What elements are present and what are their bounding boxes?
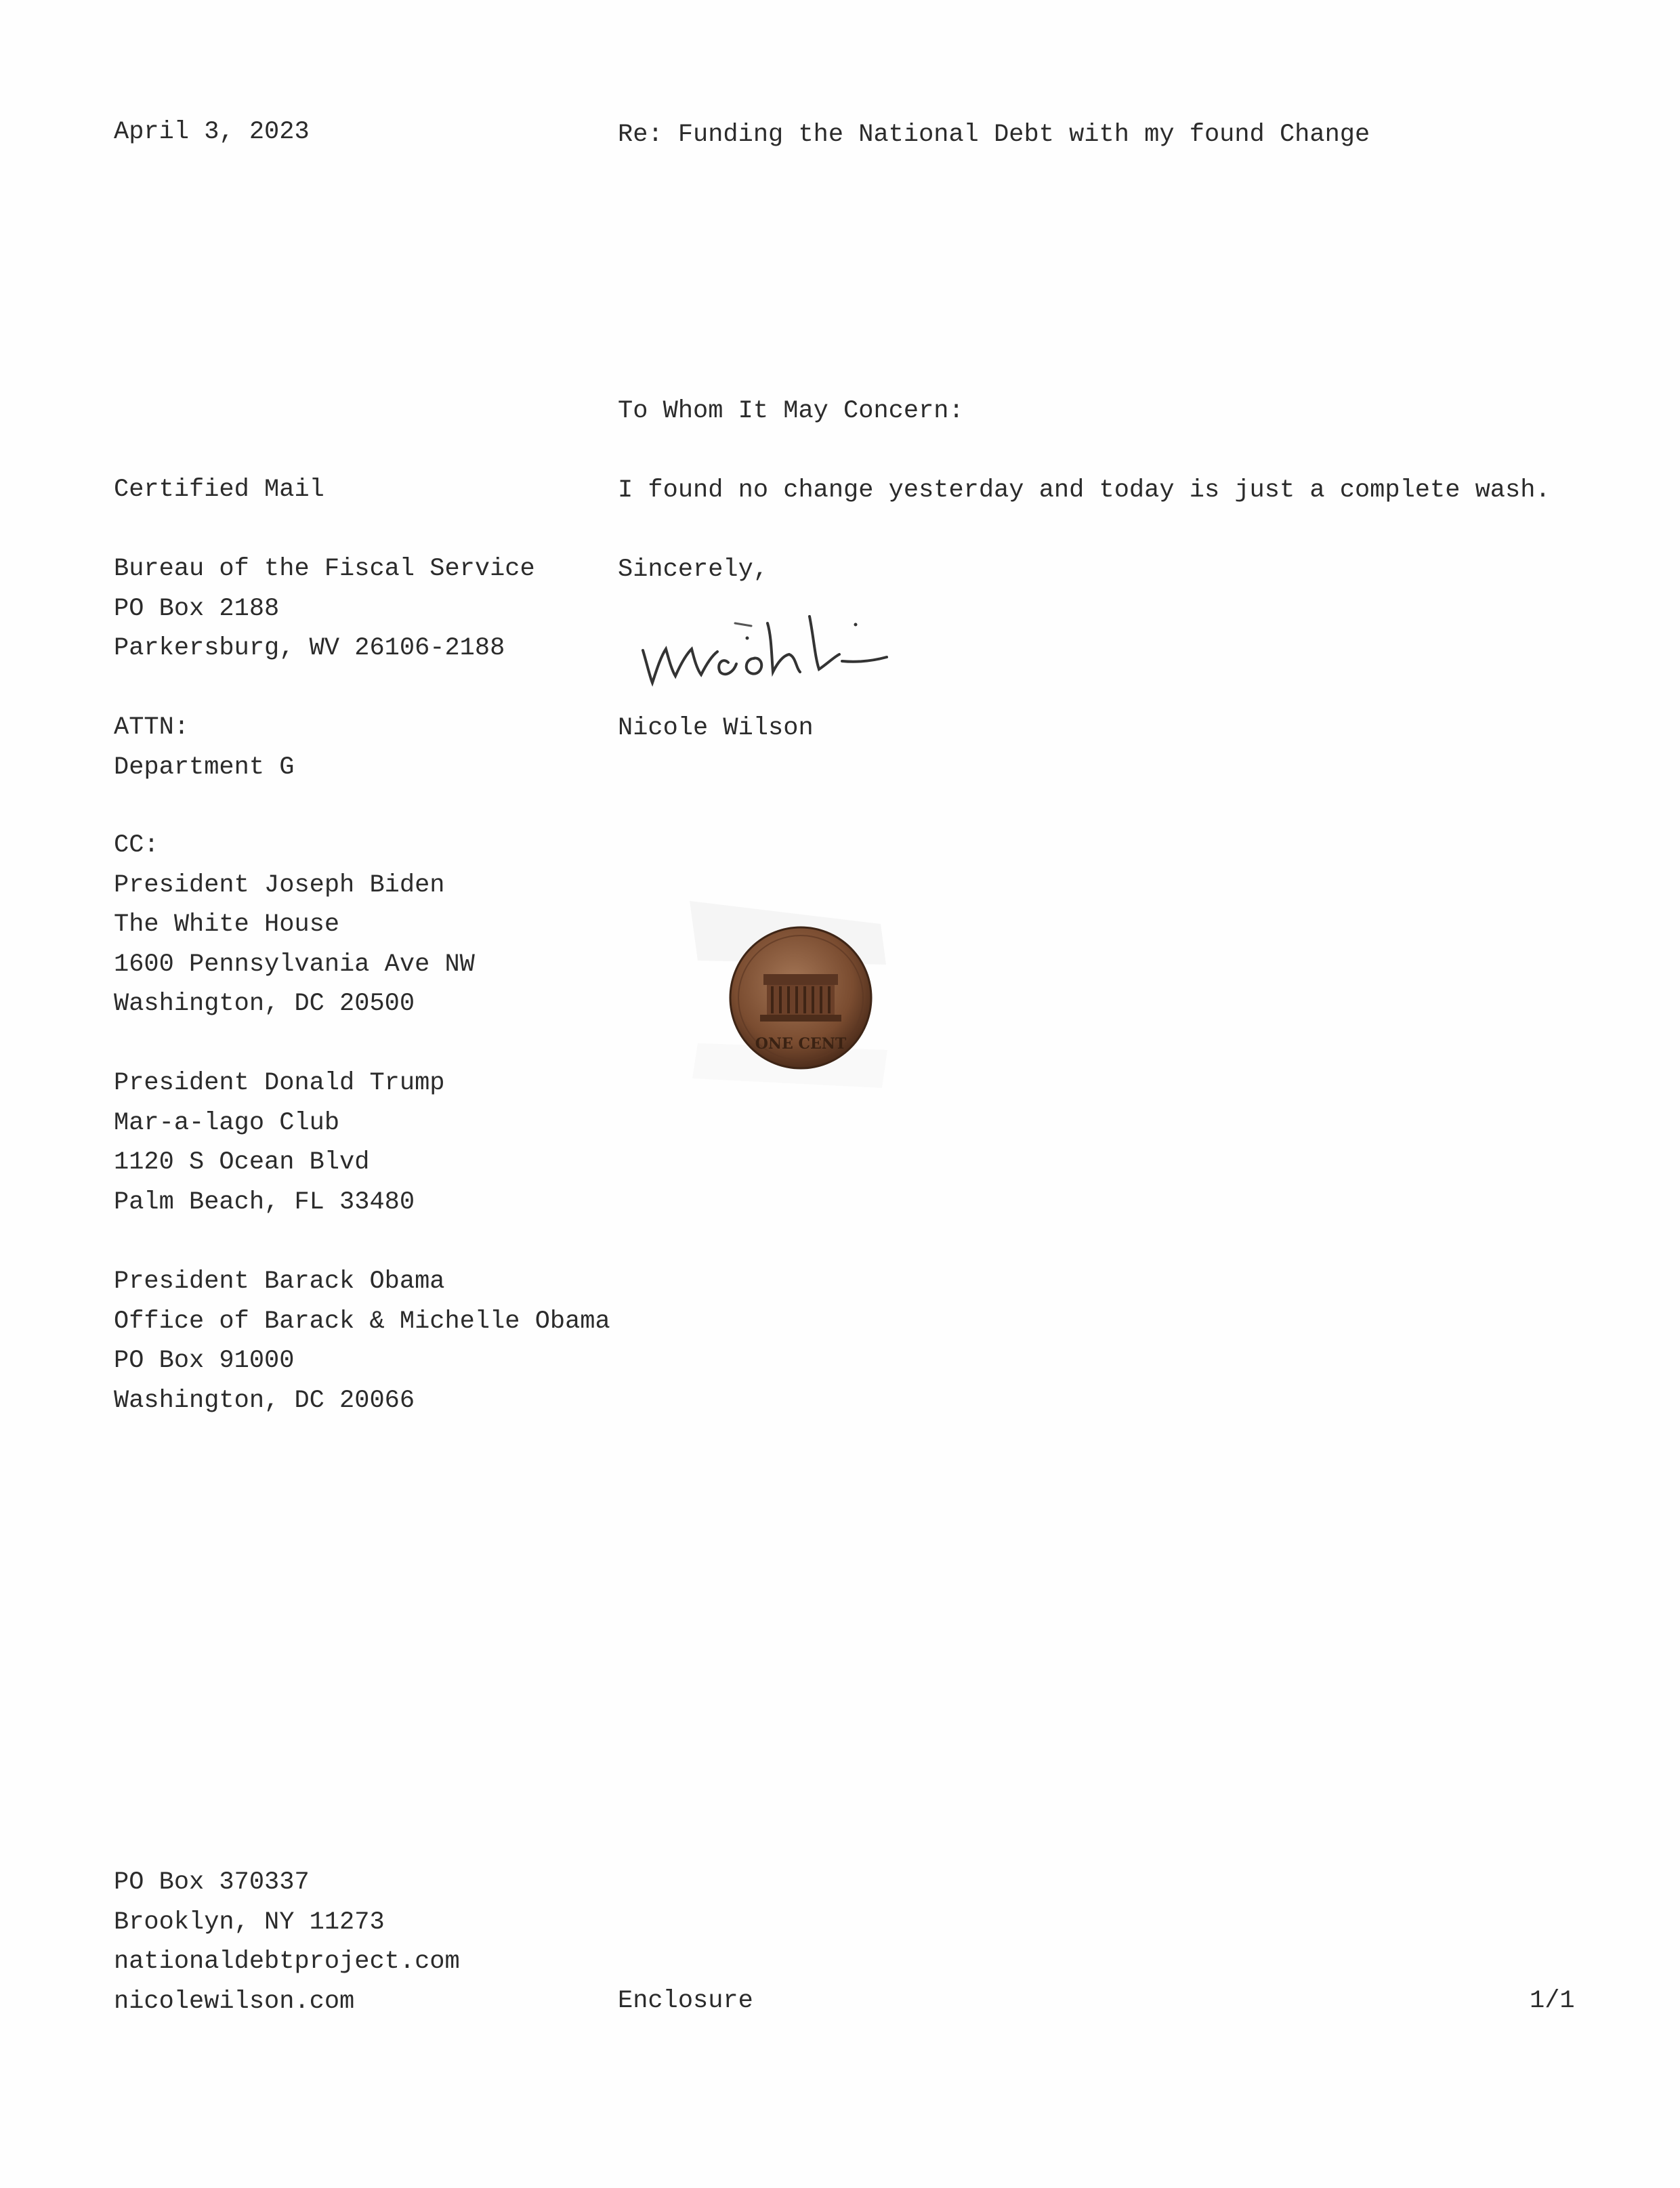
- cc-address-line: Office of Barack & Michelle Obama: [114, 1307, 610, 1336]
- signer-name: Nicole Wilson: [618, 714, 814, 742]
- letter-body: I found no change yesterday and today is just a complete wash.: [618, 476, 1551, 505]
- cc-address-line: President Joseph Biden: [114, 870, 445, 900]
- attn-department: Department G: [114, 753, 295, 782]
- attn-label: ATTN:: [114, 713, 190, 742]
- cc-block-obama: [114, 1262, 610, 1421]
- cc-label: CC:: [114, 831, 159, 860]
- cc-address-line: Palm Beach, FL 33480: [114, 1187, 415, 1217]
- return-address-line: nationaldebtproject.com: [114, 1948, 460, 1976]
- mail-type: Certified Mail: [114, 476, 324, 504]
- cc-address-line: 1600 Pennsylvania Ave NW: [114, 950, 475, 979]
- return-address-line: PO Box 370337: [114, 1868, 310, 1897]
- closing: Sincerely,: [618, 555, 769, 584]
- attn-block: [114, 708, 294, 787]
- coin-inscription: ONE CENT: [755, 1035, 847, 1053]
- cc-address-line: President Donald Trump: [114, 1069, 445, 1097]
- return-address-line: Brooklyn, NY 11273: [114, 1908, 385, 1937]
- cc-address-line: 1120 S Ocean Blvd: [114, 1148, 370, 1177]
- return-address-line: nicolewilson.com: [114, 1987, 355, 2016]
- cc-address-line: Washington, DC 20500: [114, 990, 415, 1018]
- return-address: [114, 1863, 460, 2021]
- recipient-line: PO Box 2188: [114, 594, 280, 623]
- handwritten-signature: [627, 596, 965, 698]
- recipient-address: [114, 549, 535, 669]
- page-number: 1/1: [1530, 1987, 1575, 2015]
- cc-address-line: Mar-a-lago Club: [114, 1108, 340, 1137]
- letter-date: April 3, 2023: [114, 118, 310, 146]
- enclosure-label: Enclosure: [618, 1987, 753, 2015]
- cc-address-line: PO Box 91000: [114, 1347, 295, 1375]
- cc-block-trump: [114, 1064, 444, 1222]
- cc-address-line: Washington, DC 20066: [114, 1386, 415, 1415]
- cc-address-line: The White House: [114, 910, 340, 939]
- cc-address-line: President Barack Obama: [114, 1267, 445, 1296]
- recipient-line: Parkersburg, WV 26106-2188: [114, 634, 505, 662]
- cc-block: [114, 826, 475, 1024]
- recipient-line: Bureau of the Fiscal Service: [114, 555, 535, 583]
- penny-coin-image: [684, 894, 928, 1097]
- letter-subject: Re: Funding the National Debt with my found Change: [618, 121, 1370, 149]
- salutation: To Whom It May Concern:: [618, 397, 964, 425]
